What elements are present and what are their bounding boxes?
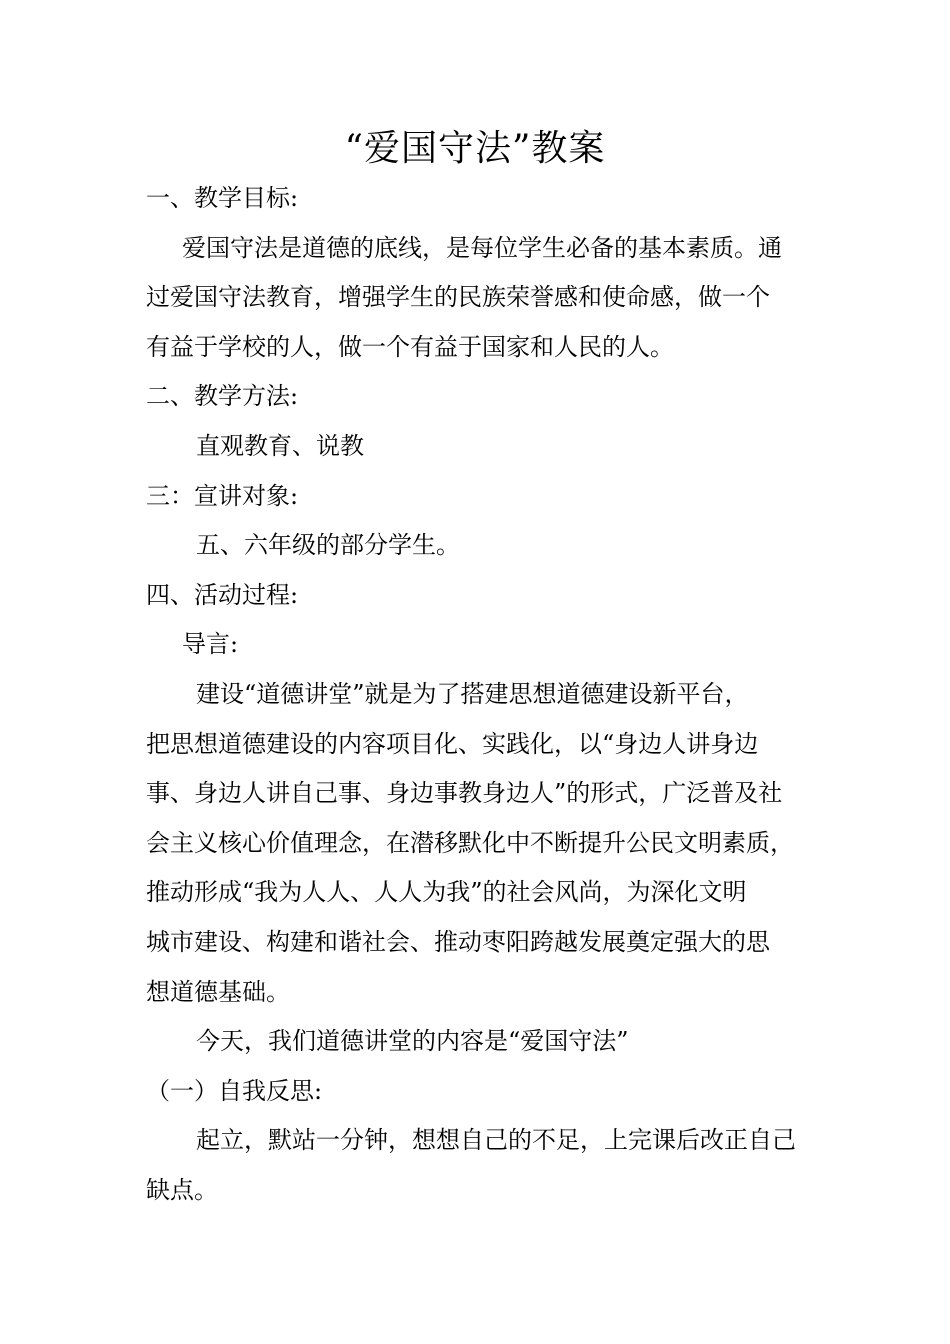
document-title: “爱国守法”教案 <box>344 128 606 169</box>
text-line: 一、教学目标: <box>146 184 299 212</box>
text-line: 想道德基础。 <box>146 977 290 1006</box>
text-line: 把思想道德建设的内容项目化、实践化，以“身边人讲身边 <box>146 729 759 758</box>
text-line: 导言: <box>182 630 239 659</box>
text-line: 过爱国守法教育，增强学生的民族荣誉感和使命感，做一个 <box>146 283 770 312</box>
text-line: 爱国守法是道德的底线，是每位学生必备的基本素质。通 <box>182 233 782 262</box>
text-line: 二、教学方法: <box>146 382 299 411</box>
text-line: 今天，我们道德讲堂的内容是“爱国守法” <box>196 1027 629 1056</box>
text-line: 起立，默站一分钟，想想自己的不足，上完课后改正自己 <box>196 1126 796 1155</box>
text-line: 推动形成“我为人人、人人为我”的社会风尚，为深化文明 <box>146 878 747 907</box>
text-line: 事、身边人讲自己事、身边事教身边人”的形式，广泛普及社 <box>146 779 783 808</box>
text-line: 三：宣讲对象: <box>146 481 299 510</box>
text-line: 缺点。 <box>146 1175 218 1204</box>
text-line: 建设“道德讲堂”就是为了搭建思想道德建设新平台， <box>196 679 749 708</box>
text-line: 直观教育、说教 <box>196 431 364 460</box>
text-line: 城市建设、构建和谐社会、推动枣阳跨越发展奠定强大的思 <box>146 927 770 956</box>
text-line: 五、六年级的部分学生。 <box>196 531 460 560</box>
text-line: （一）自我反思: <box>146 1076 323 1105</box>
text-line: 会主义核心价值理念，在潜移默化中不断提升公民文明素质， <box>146 828 794 857</box>
document-body <box>146 174 818 1215</box>
text-line: 四、活动过程: <box>146 580 299 609</box>
text-line: 有益于学校的人，做一个有益于国家和人民的人。 <box>146 332 674 361</box>
